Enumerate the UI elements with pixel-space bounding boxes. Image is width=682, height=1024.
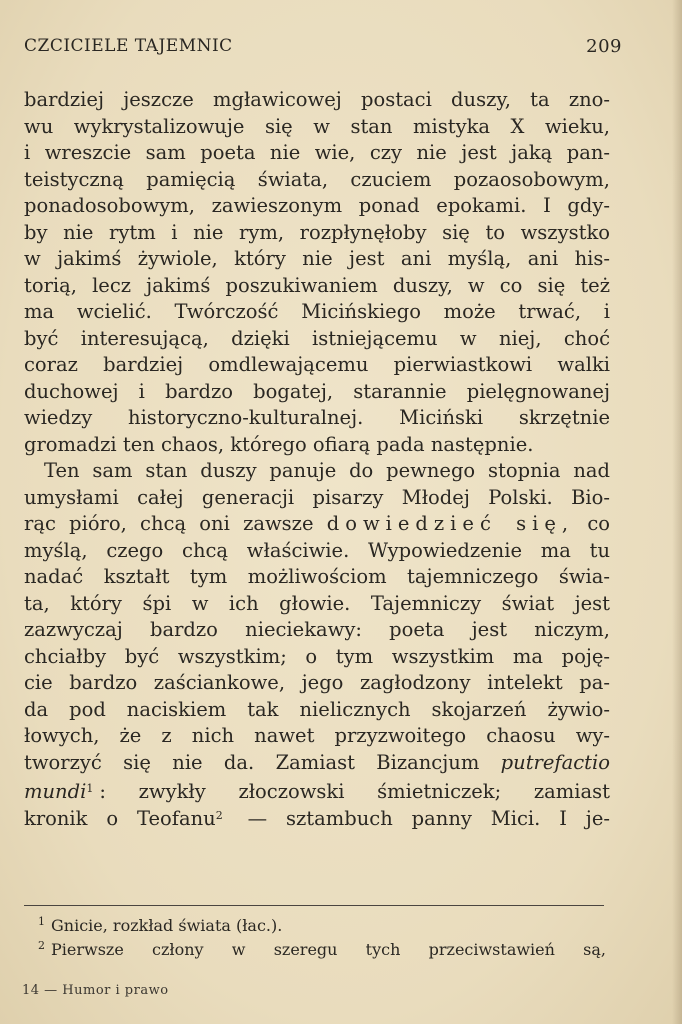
footnote-mark: 2 bbox=[38, 939, 45, 952]
text-line: ma wcielić. Twórczość Micińskiego może trwać, i bbox=[24, 300, 610, 323]
italic-latin-phrase: putrefactio bbox=[500, 750, 610, 774]
page-number: 209 bbox=[586, 36, 622, 57]
text-line-footnote-ref bbox=[24, 776, 610, 803]
text-line: zazwyczaj bardzo nieciekawy: poeta jest niczym, bbox=[24, 618, 610, 641]
text-line-spaced bbox=[24, 511, 610, 538]
footnotes bbox=[38, 910, 606, 958]
page-edge-shadow bbox=[672, 0, 682, 1024]
text-line: bardziej jeszcze mgławicowej postaci duszy, ta zno- bbox=[24, 88, 610, 111]
text-line: wu wykrystalizowuje się w stan mistyka X wieku, bbox=[24, 114, 610, 138]
text-line: w jakimś żywiole, który nie jest ani myślą, ani his- bbox=[24, 247, 610, 270]
text-line: cie bardzo zaściankowe, jego zagłodzony intelekt pa- bbox=[24, 671, 610, 694]
spaced-emphasis: dowiedzieć się, bbox=[326, 512, 575, 535]
footnote-1 bbox=[38, 910, 606, 934]
footnote-divider bbox=[24, 905, 604, 906]
footnote-text: Gnicie, rozkład świata (łac.). bbox=[51, 916, 283, 935]
body-text bbox=[24, 87, 610, 829]
footnote-mark: 1 bbox=[38, 915, 45, 928]
text-line-footnote-ref bbox=[24, 803, 610, 830]
text-line: duchowej i bardzo bogatej, starannie pielęgnowanej bbox=[24, 379, 610, 403]
text-line: by nie rytm i nie rym, rozpłynęłoby się to wszystko bbox=[24, 220, 610, 244]
text-line: umysłami całej generacji pisarzy Młodej Polski. Bio- bbox=[24, 485, 610, 509]
italic-latin-phrase: mundi bbox=[24, 780, 87, 803]
text-line: da pod naciskiem tak nielicznych skojarzeń żywio- bbox=[24, 697, 610, 721]
footnote-ref-2: 2 bbox=[215, 808, 223, 822]
text-line: być interesującą, dzięki istniejącemu w niej, choć bbox=[24, 326, 610, 350]
text-segment: co bbox=[587, 512, 610, 535]
text-line: torią, lecz jakimś poszukiwaniem duszy, w co się też bbox=[24, 273, 610, 297]
text-segment: — sztambuch panny Mici. I je- bbox=[228, 806, 610, 830]
text-line: łowych, że z nich nawet przyzwoitego chaosu wy- bbox=[24, 724, 610, 747]
signature-footer: 14 — Humor i prawo bbox=[22, 983, 169, 998]
text-line: Ten sam stan duszy panuje do pewnego stopnia nad bbox=[44, 459, 610, 482]
text-segment: : zwykły złoczowski śmietniczek; zamiast bbox=[99, 780, 610, 803]
text-line: coraz bardziej omdlewającemu pierwiastkowi walki bbox=[24, 353, 610, 376]
text-line: ta, który śpi w ich głowie. Tajemniczy świat jest bbox=[24, 591, 610, 615]
text-segment: rąc pióro, chcą oni zawsze bbox=[24, 512, 314, 535]
running-title: CZCICIELE TAJEMNIC bbox=[24, 36, 233, 56]
text-line: chciałby być wszystkim; o tym wszystkim ma poję- bbox=[24, 644, 610, 668]
footnote-2 bbox=[38, 934, 606, 958]
text-line: myślą, czego chcą właściwie. Wypowiedzenie ma tu bbox=[24, 538, 610, 562]
text-line: gromadzi ten chaos, którego ofiarą pada następnie. bbox=[24, 432, 534, 456]
text-segment: tworzyć się nie da. Zamiast Bizancjum bbox=[24, 750, 480, 774]
text-segment: kronik o Teofanu bbox=[24, 806, 216, 830]
text-line: wiedzy historyczno-kulturalnej. Miciński skrzętnie bbox=[24, 406, 610, 429]
text-line: nadać kształt tym możliwościom tajemniczego świa- bbox=[24, 565, 610, 588]
text-line: ponadosobowym, zawieszonym ponad epokami. I gdy- bbox=[24, 194, 610, 217]
footnote-text: Pierwsze człony w szeregu tych przeciwstawień są, bbox=[51, 940, 606, 959]
text-line-latin bbox=[24, 750, 610, 777]
text-line: teistyczną pamięcią świata, czuciem pozaosobowym, bbox=[24, 167, 610, 191]
text-line: i wreszcie sam poeta nie wie, czy nie jest jaką pan- bbox=[24, 141, 610, 164]
footnote-ref-1: 1 bbox=[86, 782, 94, 795]
